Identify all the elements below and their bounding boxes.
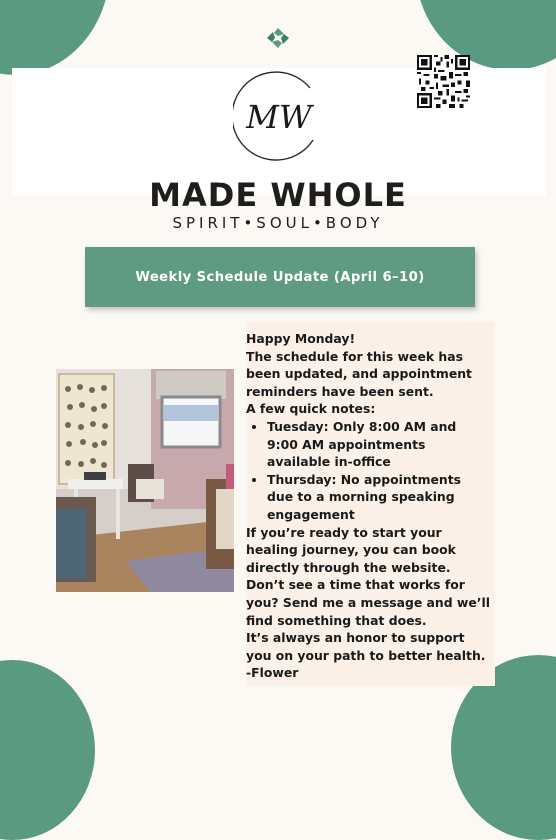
booking-text: If you’re ready to start your healing journey, you can book directly through the website. <box>246 524 456 575</box>
corner-decoration-top-left <box>0 0 110 75</box>
intro-text: The schedule for this week has been updated, and appointment reminders have been sent. <box>246 348 472 399</box>
monogram-text: MW <box>246 98 312 136</box>
signature: -Flower <box>246 665 299 681</box>
banner-title: Weekly Schedule Update (April 6–10) <box>135 269 425 285</box>
greeting: Happy Monday! <box>246 331 356 346</box>
qr-code[interactable] <box>417 55 470 108</box>
brand-name: MADE WHOLE <box>149 176 407 214</box>
message-body <box>246 330 491 682</box>
leaf-swirl-badge-icon <box>266 27 290 49</box>
brand-tagline: SPIRIT•SOUL•BODY <box>172 214 384 232</box>
contact-text: Don’t see a time that works for you? Send me a message and we’ll find something that does. <box>246 577 490 628</box>
note-item: • Thursday: No appointments due to a morning speaking engagement <box>267 471 491 524</box>
office-photo <box>56 369 234 592</box>
note-item: • Tuesday: Only 8:00 AM and 9:00 AM appointments available in-office <box>267 418 491 471</box>
schedule-banner <box>85 247 475 307</box>
mw-monogram-logo <box>233 70 325 162</box>
notes-heading: A few quick notes: <box>246 401 376 417</box>
corner-decoration-bottom-left <box>0 660 95 840</box>
notes-list <box>246 418 491 524</box>
closing-text: It’s always an honor to support you on your path to better health. <box>246 630 486 663</box>
